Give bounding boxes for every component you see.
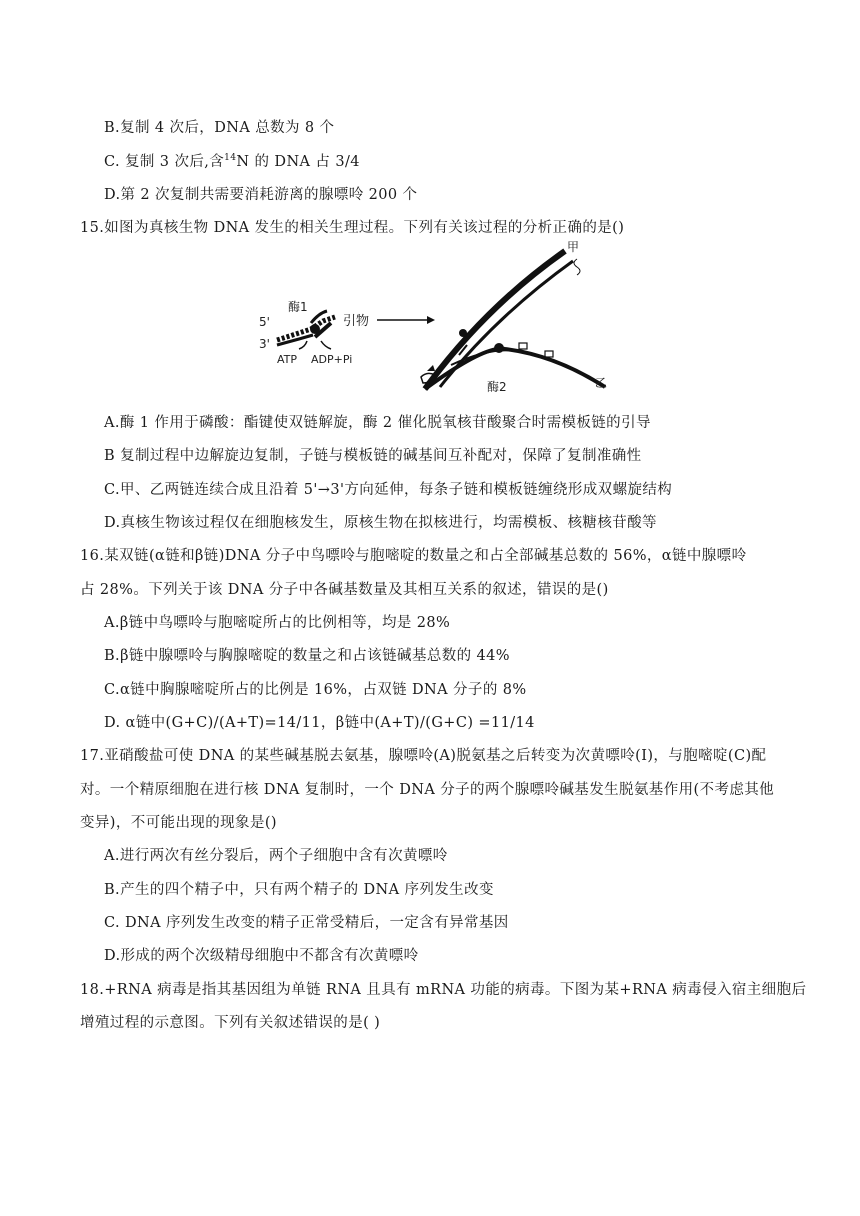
- q14-option-c-suffix: N 的 DNA 占 3/4: [236, 154, 360, 170]
- label-three-prime: 3': [259, 337, 270, 351]
- q14-option-c-superscript: 14: [224, 153, 237, 163]
- dna-replication-figure: [255, 237, 615, 397]
- q17-stem-line2: 对。一个精原细胞在进行核 DNA 复制时，一个 DNA 分子的两个腺嘌呤碱基发生脱氨基作用(不考虑其他: [80, 782, 775, 798]
- strand-a: [425, 251, 573, 389]
- q14-option-d: D.第 2 次复制共需要消耗游离的腺嘌呤 200 个: [104, 187, 418, 203]
- q17-option-a: A.进行两次有丝分裂后，两个子细胞中含有次黄嘌呤: [104, 848, 448, 864]
- label-five-prime: 5': [259, 315, 270, 329]
- q16-option-d: D. α链中(G+C)/(A+T)=14/11，β链中(A+T)/(G+C) =11/14: [104, 715, 535, 731]
- dna-replication-diagram: [255, 237, 615, 397]
- q16-option-a: A.β链中鸟嘌呤与胞嘧啶所占的比例相等，均是 28%: [104, 615, 451, 631]
- q18-stem-line2: 增殖过程的示意图。下列有关叙述错误的是( ): [80, 1015, 381, 1031]
- label-chain-a: 甲: [567, 240, 580, 254]
- q14-option-c: [104, 152, 360, 172]
- q14-option-b: B.复制 4 次后，DNA 总数为 8 个: [104, 120, 335, 136]
- q17-option-c: C. DNA 序列发生改变的精子正常受精后，一定含有异常基因: [104, 915, 509, 931]
- label-enzyme1: 酶1: [288, 300, 308, 314]
- label-chain-b: 乙: [595, 376, 608, 390]
- q16-option-b: B.β链中腺嘌呤与胸腺嘧啶的数量之和占该链碱基总数的 44%: [104, 648, 510, 664]
- label-atp: ATP: [277, 353, 298, 366]
- q15-option-b: B 复制过程中边解旋边复制，子链与模板链的碱基间互补配对，保障了复制准确性: [104, 448, 642, 464]
- q15-option-c: C.甲、乙两链连续合成且沿着 5'→3'方向延伸，每条子链和模板链缠绕形成双螺旋结构: [104, 482, 673, 498]
- label-adp-pi: ADP+Pi: [311, 353, 353, 366]
- q18-stem-line1: 18.+RNA 病毒是指其基因组为单链 RNA 且具有 mRNA 功能的病毒。下图为某+RNA 病毒侵入宿主细胞后: [80, 982, 807, 998]
- q16-stem-line2: 占 28%。下列关于该 DNA 分子中各碱基数量及其相互关系的叙述，错误的是(): [80, 582, 609, 598]
- q16-option-c: C.α链中胸腺嘧啶所占的比例是 16%，占双链 DNA 分子的 8%: [104, 682, 527, 698]
- q15-option-d: D.真核生物该过程仅在细胞核发生，原核生物在拟核进行，均需模板、核糖核苷酸等: [104, 515, 657, 531]
- q16-stem-line1: 16.某双链(α链和β链)DNA 分子中鸟嘌呤与胞嘧啶的数量之和占全部碱基总数的 56%，α链中腺嘌呤: [80, 548, 747, 564]
- q15-option-a: A.酶 1 作用于磷酸：酯键使双链解旋，酶 2 催化脱氧核苷酸聚合时需模板链的引导: [104, 415, 651, 431]
- q17-option-b: B.产生的四个精子中，只有两个精子的 DNA 序列发生改变: [104, 882, 494, 898]
- enzyme2-shape: [494, 343, 504, 353]
- q17-option-d: D.形成的两个次级精母细胞中不都含有次黄嘌呤: [104, 948, 419, 964]
- enzyme1-shape: [310, 324, 320, 334]
- label-enzyme2: 酶2: [487, 380, 507, 394]
- q17-stem-line3: 变异)，不可能出现的现象是(): [80, 815, 277, 831]
- helicase-region: [277, 311, 335, 349]
- q17-stem-line1: 17.亚硝酸盐可使 DNA 的某些碱基脱去氨基，腺嘌呤(A)脱氨基之后转变为次黄嘌呤(I)，与胞嘧啶(C)配: [80, 748, 767, 764]
- q15-stem: 15.如图为真核生物 DNA 发生的相关生理过程。下列有关该过程的分析正确的是(): [80, 220, 625, 236]
- q14-option-c-prefix: C. 复制 3 次后,含: [104, 154, 225, 170]
- label-primer: 引物: [343, 314, 370, 329]
